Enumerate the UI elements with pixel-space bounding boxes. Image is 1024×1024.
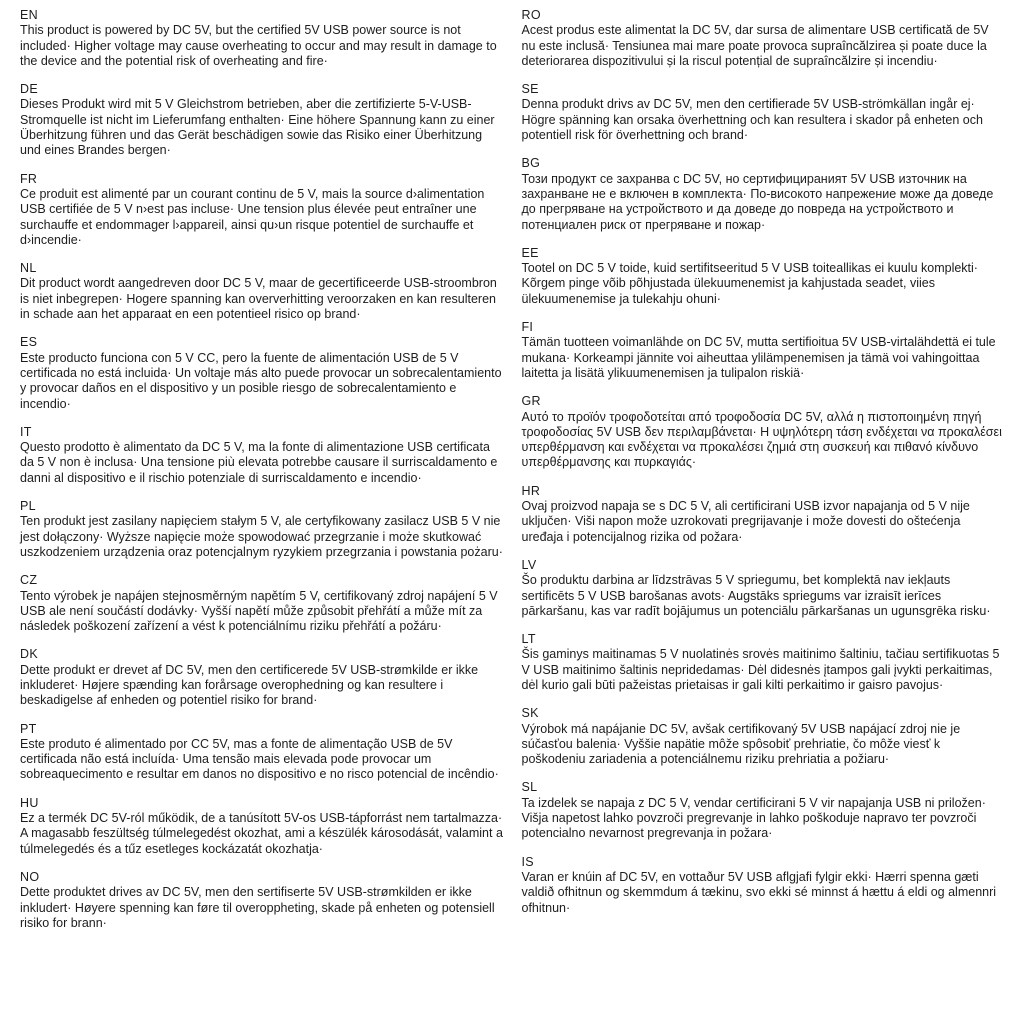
language-warning-text: Šis gaminys maitinamas 5 V nuolatinės srovės maitinimo šaltiniu, tačiau sertifikuotas 5 V USB maitinimo šaltinis nepridedamas· Dėl didesnės įtampos gali įvykti perkaitimas, dėl kurio gali būti pažeistas prietaisas ir gali kilti perkaitimo ir gaisro pavojus· [521, 647, 1000, 692]
language-warning-text: Acest produs este alimentat la DC 5V, dar sursa de alimentare USB certificată de 5V nu este inclusă· Tensiunea mai mare poate provoca supraîncălzirea și poate duce la deteriorarea dispozitivului și la riscul potențial de supraîncălzire și incendiu· [521, 23, 989, 68]
language-warning-text: Tootel on DC 5 V toide, kuid sertifitseeritud 5 V USB toiteallikas ei kuulu komplekti· Kõrgem pinge võib põhjustada ülekuumenemist ja kahjustada seadet, viies ülekuumenemise ja tulekahju ohuni· [521, 261, 978, 306]
language-code-heading: HU [20, 795, 39, 810]
language-section-fi [522, 320, 1006, 381]
language-warning-text: Dette produkt er drevet af DC 5V, men den certificerede 5V USB-strømkilde er ikke inkluderet· Højere spænding kan forårsage overophedning og kan resultere i beskadigelse af enheden og potentiel risiko for brand· [20, 662, 479, 708]
language-code-heading: IS [521, 854, 534, 869]
language-warning-text: Dieses Produkt wird mit 5 V Gleichstrom betrieben, aber die zertifizierte 5-V-USB-Stromquelle ist nicht im Lieferumfang enthalten· Eine höhere Spannung kann zu einer Überhitzung führen und das Gerät beschädigen sowie das Risiko einer Überhitzung und eines Brandes bergen· [20, 97, 495, 158]
language-section-se [522, 82, 1006, 143]
left-column [20, 8, 504, 1024]
language-section-pt [20, 722, 504, 783]
language-section-hu [20, 796, 504, 857]
language-code-heading: GR [521, 394, 541, 409]
language-section-dk [20, 647, 504, 708]
language-warning-text: Šo produktu darbina ar līdzstrāvas 5 V spriegumu, bet komplektā nav iekļauts sertificēts 5 V USB barošanas avots· Augstāks spriegums var izraisīt ierīces pārkaršanu, kas var radīt bojājumus un potenciālu pārkaršanas un ugunsgrēka risku· [521, 573, 991, 618]
language-section-hr [522, 484, 1006, 545]
language-code-heading: CZ [20, 573, 38, 588]
language-warning-text: Ez a termék DC 5V-ról működik, de a tanúsított 5V-os USB-tápforrást nem tartalmazza· A magasabb feszültség túlmelegedést okozhat, ami a készülék károsodását, valamint a túlmelegedés és a tűz esetleges kockázatát okozhatja· [20, 811, 503, 856]
language-code-heading: EE [521, 245, 539, 260]
language-code-heading: ES [20, 335, 38, 350]
right-column [522, 8, 1006, 1024]
language-section-en [20, 8, 504, 69]
language-warning-text: Tento výrobek je napájen stejnosměrným napětím 5 V, certifikovaný zdroj napájení 5 V USB ale není součástí dodávky· Vyšší napětí může způsobit přehřátí a může mít za následek poškození zařízení a vést k potenciálnímu riziku přehřátí a požáru· [20, 588, 498, 634]
language-code-heading: DE [20, 82, 38, 97]
language-section-lt [522, 632, 1006, 693]
language-code-heading: EN [20, 8, 38, 22]
language-code-heading: PT [20, 721, 37, 736]
language-section-bg [522, 156, 1006, 232]
language-warning-text: Ce produit est alimenté par un courant continu de 5 V, mais la source d›alimentation USB certifiée de 5 V n›est pas incluse· Une tension plus élevée peut entraîner une surchauffe et endommager l›appareil, ainsi qu›un risque potentiel de surchauffe et d›incendie· [20, 186, 485, 247]
language-section-sl [522, 780, 1006, 841]
language-section-lv [522, 558, 1006, 619]
language-code-heading: SK [521, 706, 539, 721]
language-warning-text: Varan er knúin af DC 5V, en vottaður 5V USB aflgjafi fylgir ekki· Hærri spenna gæti valdið ofhitnun og skemmdum á tækinu, svo ekki sé minnst á hættu á eldi og almennri ofhitnun· [521, 869, 997, 915]
language-code-heading: FR [20, 171, 38, 186]
language-section-ee [522, 246, 1006, 307]
language-section-pl [20, 499, 504, 560]
language-warning-text: Ovaj proizvod napaja se s DC 5 V, ali certificirani USB izvor napajanja od 5 V nije uključen· Viši napon može uzrokovati pregrijavanje i može dovesti do oštećenja uređaja i potencijalnog rizika od požara· [521, 499, 970, 544]
language-code-heading: SL [521, 780, 538, 795]
language-warning-text: Ta izdelek se napaja z DC 5 V, vendar certificirani 5 V vir napajanja USB ni priložen· Višja napetost lahko povzroči pregrevanje in lahko poškoduje napravo ter povzroči potencialno nevarnost pregrevanja in požara· [521, 795, 986, 841]
language-code-heading: BG [521, 156, 541, 171]
language-section-ro [522, 8, 1006, 69]
language-warning-text: Questo prodotto è alimentato da DC 5 V, ma la fonte di alimentazione USB certificata da 5 V non è inclusa· Una tensione più elevata potrebbe causare il surriscaldamento e danni al dispositivo e il rischio potenziale di surriscaldamento e incendio· [20, 440, 498, 485]
language-section-cz [20, 573, 504, 634]
language-section-gr [522, 394, 1006, 470]
language-code-heading: DK [20, 647, 38, 662]
language-warning-text: Denna produkt drivs av DC 5V, men den certifierade 5V USB-strömkällan ingår ej· Högre spänning kan orsaka överhettning och kan resultera i skador på enheten och potentiell risk för överhettning och brand· [521, 97, 983, 143]
language-warning-text: Este producto funciona con 5 V CC, pero la fuente de alimentación USB de 5 V certificada no está incluida· Un voltaje más alto puede provocar un sobrecalentamiento y provocar daños en el dispositivo y un posible riesgo de sobrecalentamiento e incendio· [20, 350, 502, 411]
language-section-no [20, 870, 504, 931]
language-code-heading: RO [521, 8, 541, 22]
language-code-heading: LT [521, 632, 536, 647]
language-warning-text: Este produto é alimentado por CC 5V, mas a fonte de alimentação USB de 5V certificada não está incluída· Uma tensão mais elevada pode provocar um sobreaquecimento e resultar em danos no dispositivo e no risco potencial de incêndio· [20, 736, 499, 782]
language-warning-text: Този продукт се захранва с DC 5V, но сертифицираният 5V USB източник на захранване не е включен в комплекта· По-високото напрежение може да доведе до прегряване на устройството и да доведе до повреда на устройството и потенциален риск от прегряване и пожар· [521, 171, 994, 232]
language-code-heading: SE [521, 82, 539, 97]
language-code-heading: NL [20, 261, 37, 276]
language-warning-text: This product is powered by DC 5V, but the certified 5V USB power source is not included· Higher voltage may cause overheating to occur and may result in damage to the device and the potential risk of overheating and fire· [20, 23, 497, 68]
language-code-heading: HR [521, 483, 541, 498]
language-warning-text: Dit product wordt aangedreven door DC 5 V, maar de gecertificeerde USB-stroombron is niet inbegrepen· Hogere spanning kan oververhitting veroorzaken en kan resulteren in schade aan het apparaat en een potentieel risico op brand· [20, 276, 497, 322]
language-code-heading: IT [20, 424, 32, 439]
language-code-heading: NO [20, 869, 40, 884]
language-warning-text: Ten produkt jest zasilany napięciem stałym 5 V, ale certyfikowany zasilacz USB 5 V nie jest dołączony· Wyższe napięcie może spowodować przegrzanie i może skutkować uszkodzeniem urządzenia oraz potencjalnym ryzykiem przegrzania i powstania pożaru· [20, 514, 503, 559]
language-section-es [20, 335, 504, 411]
language-section-nl [20, 261, 504, 322]
language-section-de [20, 82, 504, 158]
language-warning-text: Tämän tuotteen voimanlähde on DC 5V, mutta sertifioitua 5V USB-virtalähdettä ei tule mukana· Korkeampi jännite voi aiheuttaa ylilämpenemisen ja tämä voi vahingoittaa laitetta ja lisätä ylikuumenemisen ja tulipalon riskiä· [521, 335, 996, 380]
language-warning-text: Αυτό το προϊόν τροφοδοτείται από τροφοδοσία DC 5V, αλλά η πιστοποιημένη πηγή τροφοδοσίας 5V USB δεν περιλαμβάνεται· Η υψηλότερη τάση ενδέχεται να προκαλέσει υπερθέρμανση και ενδέχεται να προκαλέσει ζημιά στη συσκευή και πιθανό κίνδυνο υπερθέρμανσης και πυρκαγιάς· [521, 409, 1002, 470]
language-section-is [522, 855, 1006, 916]
language-section-fr [20, 172, 504, 248]
language-code-heading: FI [521, 320, 534, 335]
language-code-heading: PL [20, 499, 36, 514]
language-section-sk [522, 706, 1006, 767]
language-section-it [20, 425, 504, 486]
language-warning-text: Dette produktet drives av DC 5V, men den sertifiserte 5V USB-strømkilden er ikke inkludert· Høyere spenning kan føre til overoppheting, skade på enheten og potensiell risiko for brann· [20, 885, 495, 930]
language-warning-text: Výrobok má napájanie DC 5V, avšak certifikovaný 5V USB napájací zdroj nie je súčasťou balenia· Vyššie napätie môže spôsobiť prehriatie, čo môže viesť k poškodeniu zariadenia a potenciálnemu riziku prehriatia a požiaru· [521, 721, 961, 767]
language-code-heading: LV [521, 557, 537, 572]
